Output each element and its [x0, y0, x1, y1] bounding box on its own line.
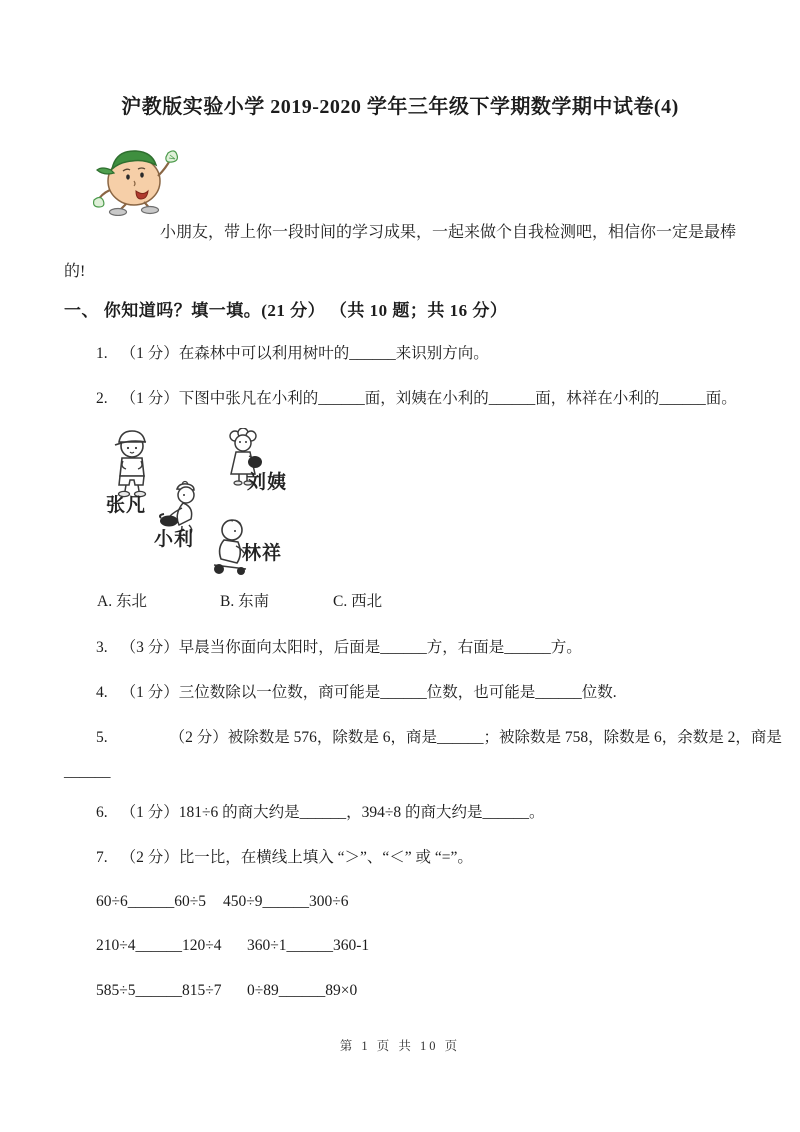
question-7 — [96, 845, 473, 867]
question-6 — [96, 800, 545, 822]
figure-zhangfan-icon — [106, 426, 158, 498]
question-text: （2 分）比一比，在横线上填入 “＞”、“＜” 或 “=”。 — [120, 849, 473, 866]
question-number: 1. — [96, 345, 108, 362]
mascot-kid-icon — [92, 138, 180, 216]
question-number: 4. — [96, 684, 108, 701]
figure-label-liuyi: 刘姨 — [247, 472, 288, 493]
mascot-kid-illustration — [92, 138, 180, 216]
compare-right: 0÷89______89×0 — [247, 982, 358, 999]
compare-row — [96, 937, 736, 959]
question-number: 2. — [96, 390, 108, 407]
figure-label-zhangfan: 张凡 — [106, 495, 147, 516]
compare-left: 60÷6______60÷5 — [96, 893, 207, 910]
question-5 — [96, 725, 782, 747]
question-text: （1 分）在森林中可以利用树叶的______来识别方向。 — [120, 345, 489, 362]
question-text: （1 分）下图中张凡在小利的______面，刘姨在小利的______面，林祥在小利的______面。 — [120, 390, 737, 407]
question-5-continuation: ______ — [64, 763, 111, 780]
question-2 — [96, 386, 737, 408]
compare-right: 450÷9______300÷6 — [223, 893, 349, 910]
compare-row — [96, 893, 736, 915]
question-3 — [96, 635, 582, 657]
question-4 — [96, 680, 617, 702]
figure-label-linxiang: 林祥 — [242, 543, 283, 564]
question-text: （3 分）早晨当你面向太阳时，后面是______方，右面是______方。 — [120, 639, 582, 656]
option-a: A. 东北 — [97, 593, 147, 610]
section-1-heading: 一、 你知道吗？填一填。(21 分） （共 10 题；共 16 分） — [64, 301, 508, 320]
question-1 — [96, 341, 489, 363]
compare-right: 360÷1______360-1 — [247, 937, 370, 954]
page-footer: 第 1 页 共 10 页 — [339, 1039, 461, 1053]
option-c: C. 西北 — [333, 593, 383, 610]
question-text: （2 分）被除数是 576，除数是 6，商是______；被除数是 758，除数是 6，余数是 2，商是 — [169, 729, 782, 746]
question-text: （1 分）181÷6 的商大约是______，394÷8 的商大约是______。 — [120, 804, 545, 821]
question-number: 6. — [96, 804, 108, 821]
question-number: 3. — [96, 639, 108, 656]
question-number: 5. — [96, 729, 108, 746]
option-b: B. 东南 — [220, 593, 270, 610]
compare-left: 585÷5______815÷7 — [96, 982, 222, 999]
intro-line-2: 的! — [64, 263, 86, 280]
intro-line-1: 小朋友，带上你一段时间的学习成果，一起来做个自我检测吧，相信你一定是最棒 — [160, 224, 737, 241]
page-title: 沪教版实验小学 2019-2020 学年三年级下学期数学期中试卷(4) — [121, 96, 679, 118]
compare-row — [96, 982, 736, 1004]
direction-figure — [90, 420, 325, 582]
question-number: 7. — [96, 849, 108, 866]
question-text: （1 分）三位数除以一位数，商可能是______位数，也可能是______位数. — [120, 684, 617, 701]
figure-label-xiaoli: 小利 — [154, 529, 195, 550]
compare-left: 210÷4______120÷4 — [96, 937, 222, 954]
